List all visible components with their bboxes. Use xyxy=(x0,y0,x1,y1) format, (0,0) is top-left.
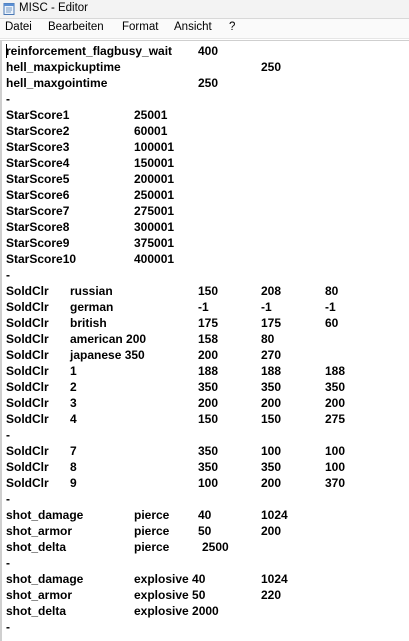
text-line xyxy=(2,475,409,491)
text-line xyxy=(2,203,409,219)
line-cell: hell_maxgointime xyxy=(6,76,108,90)
line-cell: 270 xyxy=(261,348,282,362)
line-cell: explosive 40 xyxy=(134,572,206,586)
line-cell: 350 xyxy=(198,444,219,458)
text-line xyxy=(2,507,409,523)
text-line xyxy=(2,315,409,331)
line-cell: - xyxy=(6,428,10,442)
text-line xyxy=(2,603,409,619)
line-cell: 150 xyxy=(198,412,219,426)
text-line xyxy=(2,363,409,379)
line-cell: 150 xyxy=(261,412,282,426)
line-cell: SoldClr xyxy=(6,412,49,426)
line-cell: 7 xyxy=(70,444,77,458)
line-cell: reinforcement_flagbusy_wait xyxy=(6,44,173,58)
line-cell: 40 xyxy=(198,508,212,522)
text-line xyxy=(2,171,409,187)
line-cell: hell_maxpickuptime xyxy=(6,60,121,74)
line-cell: 50 xyxy=(198,524,212,538)
text-editor-area[interactable] xyxy=(0,40,409,641)
line-cell: 350 xyxy=(198,380,219,394)
line-cell: 300001 xyxy=(134,220,175,234)
text-line xyxy=(2,283,409,299)
text-line xyxy=(2,59,409,75)
line-cell: 60 xyxy=(325,316,339,330)
line-cell: - xyxy=(6,620,10,634)
text-line xyxy=(2,539,409,555)
text-line xyxy=(2,91,409,107)
text-line xyxy=(2,619,409,635)
line-cell: SoldClr xyxy=(6,396,49,410)
line-cell: SoldClr xyxy=(6,348,49,362)
window-title: MISC - Editor xyxy=(19,2,89,14)
line-cell: 100 xyxy=(325,460,346,474)
line-cell: 400001 xyxy=(134,252,175,266)
line-cell: 200 xyxy=(198,348,219,362)
line-cell: american 200 xyxy=(70,332,147,346)
line-cell: 150001 xyxy=(134,156,175,170)
text-line xyxy=(2,299,409,315)
line-cell: russian xyxy=(70,284,113,298)
line-cell: StarScore9 xyxy=(6,236,70,250)
line-cell: 250001 xyxy=(134,188,175,202)
text-line xyxy=(2,379,409,395)
line-cell: shot_armor xyxy=(6,588,73,602)
line-cell: 9 xyxy=(70,476,77,490)
line-cell: 200 xyxy=(261,396,282,410)
line-cell: -1 xyxy=(325,300,336,314)
line-cell: 188 xyxy=(198,364,219,378)
line-cell: 200 xyxy=(198,396,219,410)
line-cell: 100 xyxy=(198,476,219,490)
line-cell: 1024 xyxy=(261,508,288,522)
line-cell: 1 xyxy=(70,364,77,378)
line-cell: SoldClr xyxy=(6,284,49,298)
line-cell: StarScore1 xyxy=(6,108,70,122)
line-cell: 80 xyxy=(325,284,339,298)
text-line xyxy=(2,459,409,475)
line-cell: SoldClr xyxy=(6,460,49,474)
line-cell: 200 xyxy=(261,524,282,538)
line-cell: german xyxy=(70,300,114,314)
line-cell: shot_delta xyxy=(6,540,67,554)
line-cell: 370 xyxy=(325,476,346,490)
line-cell: SoldClr xyxy=(6,300,49,314)
line-cell: SoldClr xyxy=(6,380,49,394)
line-cell: 100 xyxy=(261,444,282,458)
line-cell: 100001 xyxy=(134,140,175,154)
text-line xyxy=(2,347,409,363)
line-cell: british xyxy=(70,316,107,330)
text-line xyxy=(2,235,409,251)
line-cell: StarScore8 xyxy=(6,220,70,234)
line-cell: 200 xyxy=(261,476,282,490)
line-cell: StarScore10 xyxy=(6,252,77,266)
line-cell: SoldClr xyxy=(6,332,49,346)
line-cell: StarScore3 xyxy=(6,140,70,154)
line-cell: SoldClr xyxy=(6,444,49,458)
line-cell: 175 xyxy=(198,316,219,330)
line-cell: 100 xyxy=(325,444,346,458)
text-line xyxy=(2,443,409,459)
text-line xyxy=(2,523,409,539)
line-cell: 350 xyxy=(198,460,219,474)
line-cell: 8 xyxy=(70,460,77,474)
text-line xyxy=(2,43,409,59)
line-cell: SoldClr xyxy=(6,476,49,490)
text-line xyxy=(2,267,409,283)
text-line xyxy=(2,395,409,411)
menu-help[interactable]: ? xyxy=(229,21,236,33)
line-cell: StarScore7 xyxy=(6,204,70,218)
line-cell: 275001 xyxy=(134,204,175,218)
text-line xyxy=(2,571,409,587)
text-line xyxy=(2,331,409,347)
line-cell: 150 xyxy=(198,284,219,298)
line-cell: - xyxy=(6,556,10,570)
line-cell: -1 xyxy=(261,300,272,314)
text-line xyxy=(2,491,409,507)
line-cell: - xyxy=(6,492,10,506)
line-cell: 208 xyxy=(261,284,282,298)
line-cell: 250 xyxy=(198,76,219,90)
line-cell: 158 xyxy=(198,332,219,346)
line-cell: - xyxy=(6,92,10,106)
line-cell: StarScore6 xyxy=(6,188,70,202)
menu-bar xyxy=(0,19,409,39)
line-cell: shot_armor xyxy=(6,524,73,538)
line-cell: 200001 xyxy=(134,172,175,186)
line-cell: 188 xyxy=(325,364,346,378)
line-cell: 2 xyxy=(70,380,77,394)
line-cell: 275 xyxy=(325,412,346,426)
line-cell: 350 xyxy=(261,380,282,394)
title-bar xyxy=(0,0,409,19)
notepad-icon xyxy=(3,3,15,15)
text-line xyxy=(2,107,409,123)
line-cell: 375001 xyxy=(134,236,175,250)
line-cell: 3 xyxy=(70,396,77,410)
text-line xyxy=(2,75,409,91)
text-line xyxy=(2,219,409,235)
line-cell: -1 xyxy=(198,300,209,314)
line-cell: 1024 xyxy=(261,572,288,586)
line-cell: - xyxy=(6,268,10,282)
line-cell: japanese 350 xyxy=(70,348,145,362)
line-cell: 400 xyxy=(198,44,219,58)
line-cell: pierce xyxy=(134,508,170,522)
menu-ansicht[interactable]: Ansicht xyxy=(174,21,212,33)
line-cell: StarScore4 xyxy=(6,156,70,170)
text-line xyxy=(2,251,409,267)
line-cell: 80 xyxy=(261,332,275,346)
text-line xyxy=(2,139,409,155)
line-cell: 350 xyxy=(325,380,346,394)
line-cell: 188 xyxy=(261,364,282,378)
text-line xyxy=(2,187,409,203)
line-cell: 250 xyxy=(261,60,282,74)
line-cell: StarScore5 xyxy=(6,172,70,186)
line-cell: explosive 2000 xyxy=(134,604,219,618)
line-cell: 25001 xyxy=(134,108,168,122)
line-cell: 2500 xyxy=(202,540,229,554)
text-line xyxy=(2,123,409,139)
line-cell: 220 xyxy=(261,588,282,602)
line-cell: explosive 50 xyxy=(134,588,206,602)
menu-format[interactable]: Format xyxy=(122,21,159,33)
line-cell: 200 xyxy=(325,396,346,410)
text-line xyxy=(2,155,409,171)
line-cell: SoldClr xyxy=(6,316,49,330)
line-cell: pierce xyxy=(134,524,170,538)
text-line xyxy=(2,427,409,443)
line-cell: shot_damage xyxy=(6,508,84,522)
menu-bearbeiten[interactable]: Bearbeiten xyxy=(48,21,104,33)
text-line xyxy=(2,411,409,427)
line-cell: StarScore2 xyxy=(6,124,70,138)
line-cell: 60001 xyxy=(134,124,168,138)
line-cell: 175 xyxy=(261,316,282,330)
line-cell: 350 xyxy=(261,460,282,474)
text-line xyxy=(2,587,409,603)
text-line xyxy=(2,555,409,571)
line-cell: shot_damage xyxy=(6,572,84,586)
line-cell: 4 xyxy=(70,412,77,426)
line-cell: shot_delta xyxy=(6,604,67,618)
line-cell: SoldClr xyxy=(6,364,49,378)
line-cell: pierce xyxy=(134,540,170,554)
menu-datei[interactable]: Datei xyxy=(5,21,32,33)
